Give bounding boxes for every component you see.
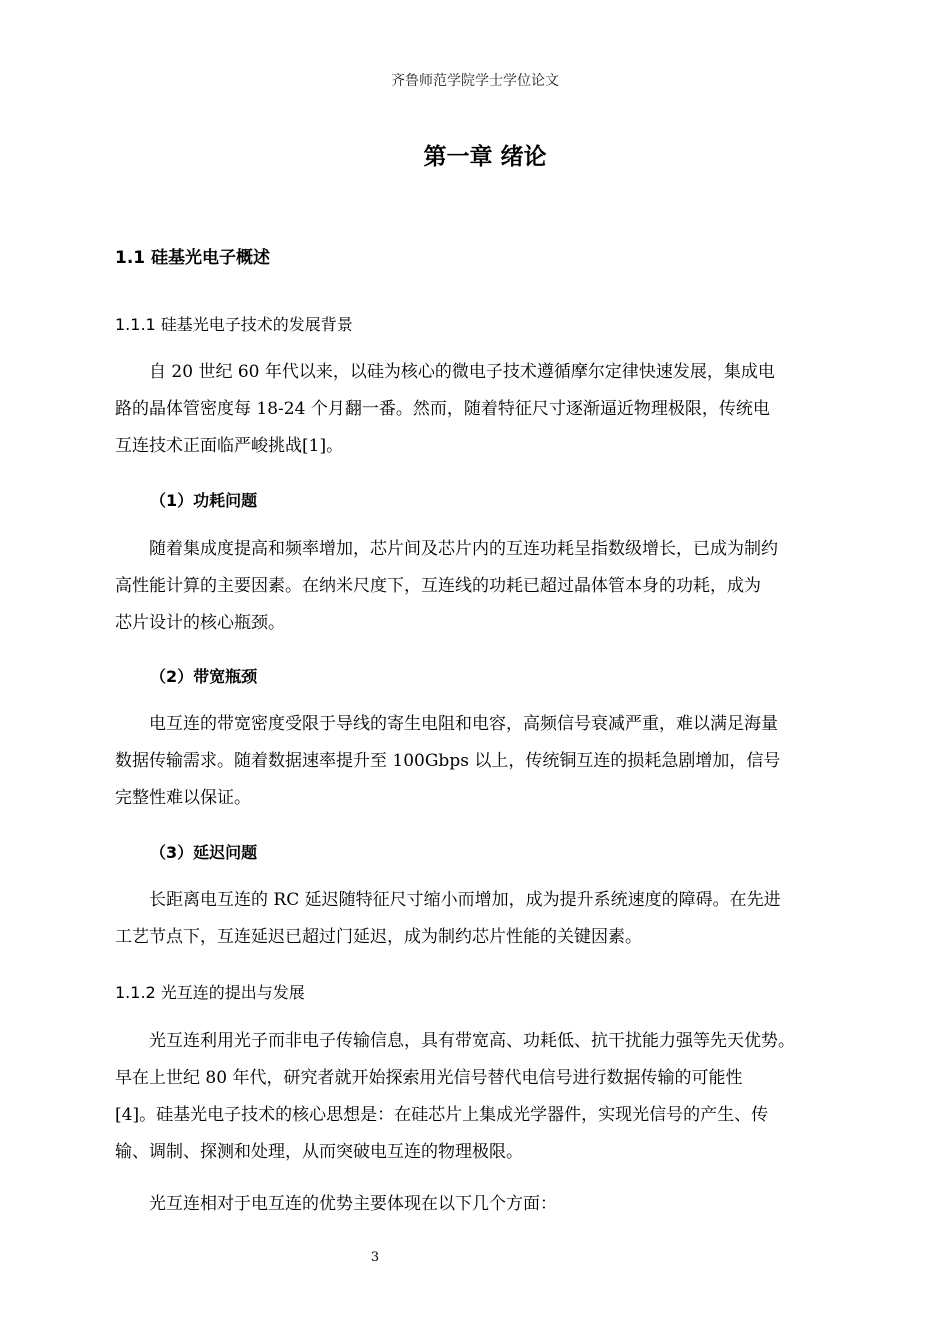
text-line: 光互连相对于电互连的优势主要体现在以下几个方面： — [149, 1194, 557, 1214]
text-line: 路的晶体管密度每 18-24 个月翻一番。然而，随着特征尺寸逐渐逼近物理极限，传统电 — [115, 399, 770, 419]
text-line: 高性能计算的主要因素。在纳米尺度下，互连线的功耗已超过晶体管本身的功耗，成为 — [115, 576, 761, 596]
paragraph-background — [115, 354, 860, 465]
section-heading-1-1-1: 1.1.1 硅基光电子技术的发展背景 — [115, 315, 353, 334]
paragraph-advantages-intro — [115, 1186, 860, 1223]
paragraph-power — [115, 531, 860, 642]
chapter-title: 第一章 绪论 — [423, 144, 547, 170]
section-heading-1-1-2: 1.1.2 光互连的提出与发展 — [115, 983, 305, 1002]
text-line: 自 20 世纪 60 年代以来，以硅为核心的微电子技术遵循摩尔定律快速发展，集成电 — [149, 362, 775, 382]
page-number: 3 — [370, 1250, 380, 1265]
item-heading-power: （1）功耗问题 — [150, 491, 258, 510]
running-header: 齐鲁师范学院学士学位论文 — [391, 73, 559, 89]
text-line: 随着集成度提高和频率增加，芯片间及芯片内的互连功耗呈指数级增长，已成为制约 — [149, 539, 778, 559]
text-line: 输、调制、探测和处理，从而突破电互连的物理极限。 — [115, 1142, 523, 1162]
paragraph-latency — [115, 882, 860, 956]
text-line: 数据传输需求。随着数据速率提升至 100Gbps 以上，传统铜互连的损耗急剧增加，信号 — [115, 751, 781, 771]
text-line: 工艺节点下，互连延迟已超过门延迟，成为制约芯片性能的关键因素。 — [115, 927, 642, 947]
text-line: 互连技术正面临严峻挑战[1]。 — [115, 436, 344, 456]
text-line: 光互连利用光子而非电子传输信息，具有带宽高、功耗低、抗干扰能力强等先天优势。 — [149, 1031, 795, 1051]
item-heading-latency: （3）延迟问题 — [150, 843, 258, 862]
paragraph-bandwidth — [115, 706, 860, 817]
text-line: 早在上世纪 80 年代，研究者就开始探索用光信号替代电信号进行数据传输的可能性 — [115, 1068, 743, 1088]
text-line: 电互连的带宽密度受限于导线的寄生电阻和电容，高频信号衰减严重，难以满足海量 — [149, 714, 778, 734]
text-line: 完整性难以保证。 — [115, 788, 251, 808]
section-heading-1-1: 1.1 硅基光电子概述 — [115, 248, 271, 268]
paragraph-optical-interconnect — [115, 1023, 860, 1171]
text-line: 芯片设计的核心瓶颈。 — [115, 613, 285, 633]
item-heading-bandwidth: （2）带宽瓶颈 — [150, 667, 258, 686]
text-line: [4]。硅基光电子技术的核心思想是：在硅芯片上集成光学器件，实现光信号的产生、传 — [115, 1105, 769, 1125]
text-line: 长距离电互连的 RC 延迟随特征尺寸缩小而增加，成为提升系统速度的障碍。在先进 — [149, 890, 781, 910]
